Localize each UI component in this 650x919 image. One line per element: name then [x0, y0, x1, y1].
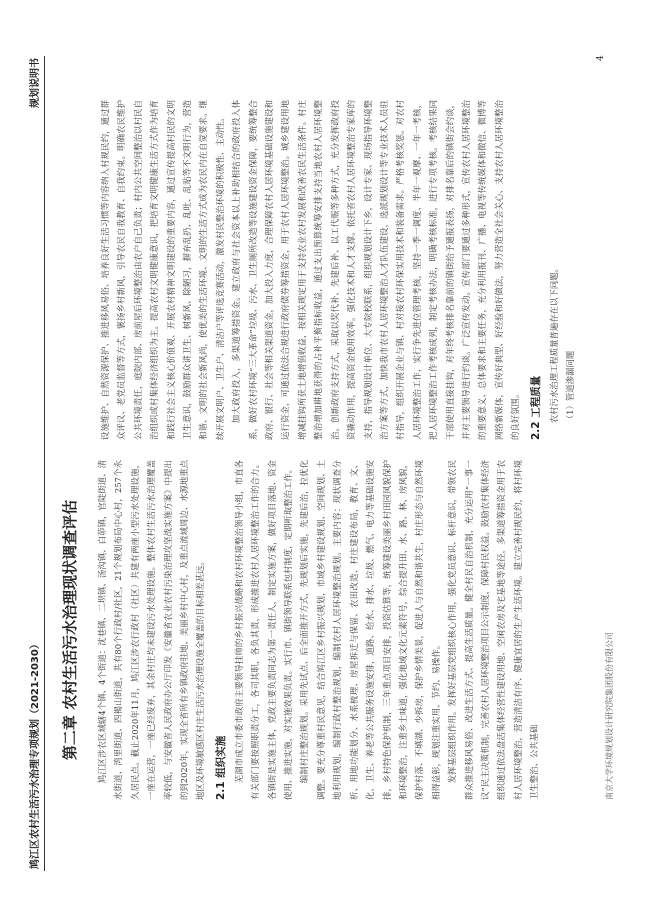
chapter-title: 第二章 农村生活污水治理现状调查评估 — [61, 499, 79, 761]
paragraph: 发挥基层组织作用。发挥好基层党组织核心作用，强化党员意识、标杆意识，带领农民群众推进移风易俗、改进生活方式、提高生活质量。健全村民自治机制，充分运用“一事一议”民主决策机制，完善农村人居环境整治项目公示制度，保障村民权益。鼓励农村集体经济组织通过依法盘活集体经营性建设用地、空闲农房及宅基地等途径，多渠道筹措资金用于农村人居环境整治，营造清洁有序、健康宜居的生产生活环境。建立完善村规民约，将村环境卫生整治、公共基础 — [447, 460, 540, 800]
section-heading: 2.2 工程质量 — [529, 375, 542, 440]
header-doc-type: 规划说明书 — [30, 58, 41, 108]
right-column — [97, 100, 578, 440]
running-header — [24, 56, 45, 871]
paragraph: 鸠江区涉农区域辖4个镇、4个街道：沈巷镇、二坝镇、汤沟镇、白茆镇，官陡街道、清水街道、湾里街道、四褐山街道，共有80个行政村/社区，21个规划布局中心村，257个永久居民点。截止2020年11月，鸠江区涉农行政村（社区）共建有两座小型污水处理设施，一座在运营，一座已经废弃，其余村庄均未建设污水处理设施。整体农村生活污水治理覆盖率较低，与安徽省人民政府办公厅印发《安徽省农业农村污染治理攻坚战实施方案》中提出的到2020年，实现全省所有乡镇政府驻地、美丽乡村中心村，及重点流域周边、水源地重点地区及环境敏感区村庄生活污水治理设施全覆盖的目标相差甚远。 — [97, 460, 206, 800]
footer-organization: 南京大学环境规划设计研究院集团股份有限公司 — [605, 632, 614, 800]
paragraph: 编制村庄整治规划。采用先试点、后全面推开方式，先规划后实施，先建后治，拉优化调整。要充分尊重村民意见，结合鸠江区乡村振兴规划，市域乡村建设规划、空间规划、土地利用规划，编制行政村整治规划，编制农村人居环境整治规划。主要内容：现状调查分析、用地功能划分、水系梳理、房屋拆迁与保留、农田改造、村庄建设布局，教育、文、化、卫生、养老等公共服务设施安排，道路、给水、排水、垃圾、燃气、电力等基础设施安排，乡村特色保护机制，三年重点项目安排，投资估算等，统筹建设美丽乡村田园风貌保护和环境整治，注重乡土味道，强化地域文化元素符号，综合提升田、水、路、林、房风貌，保护村落、不填湖、少拆房，保护乡情美景，促进人与自然和谐共生，村庄形态与自然环境相得益彰，规划注重实用、节约、易操作。 — [299, 460, 441, 800]
paragraph: 农村污水治理工程质量普遍存在以下问题。 — [548, 264, 559, 424]
header-title: 鸠江区农村生活污水治理专项规划（2021-2030） — [30, 639, 41, 869]
left-column — [60, 460, 543, 800]
section-heading: 2.1 组织实施 — [214, 735, 227, 800]
paragraph: 设施维护、自然资源保护、推进移风易俗、培养良好生活习惯等内容纳入村规民约，通过群众评议、老党员监督等方式，褒扬乡村新风，引导农民自我教育、自我约束。明确农民维护公共环境责任，庭院内部、房前屋后环境整治由农户自己负责；村内公共空间整治以村民自治组织或村集体经济组织为主。提高农村文明健康意识，把培育文明健康生活方式作为培育和践行社会主义核心价值观、开展农村精神文明建设的重要内容，通过宣传提高村民的文明卫生意识，鼓励群众讲卫生、树新风、除陋习，摒弃乱扔、乱吐、乱贴等不文明行为，营造和谐、文明的社会新风尚，使优美的生活环境、文明的生活方式成为农民内在自觉要求。继续开展文明户、卫生户、清洁户等评选竞赛活动，激发村民整治环境的积极性、主动性。 — [100, 100, 225, 440]
paragraph: 加大政府投入，多渠道筹措资金。建立政府与社会资本以上补助相结合的政府投入体系，做好农村环境“三大革命”垃圾、污水、卫生厕所改造等设施建设资金保障，要统筹整合政府、银行、社会等相关渠道资金，加大投入力度，合理保障农村人居环境基础设施建设和运行资金，可通过依法合规进行政府债券筹措资金，用于农村人居环境整治。城乡建设用地增减挂钩所获土地增值收益，按相关规定用于支持农业农村发展和改善农民生活条件。村庄整治增加耕地获得的占补平衡指标收益，通过支出预算统筹安排支持当地农村人居环境整治。创新政府支持方式，采取以奖代补、先建后补、以工代赈等多种方式，充分发挥政府投资撬动作用，提高资金使用效率。强化技术和人才支撑。依托省农村人居环境整治专家库的支持，指导规划设计单位、大专院校联系，组织规划设计下乡，设计专家、现场指导环境整治方案等方式，加快我市农村人居环境整治人才队伍建设，选派规划设计等专业技术人员驻村指导，组织开展企业与镇、村对接农村环保实用技术和装备需求。严格考核奖惩。对农村人居环境整治工作，实行争先进位管理考核，坚持一季一调度、半年一观摩、一年一考核，把人居环境整治工作考核成列，制定考核办法，明确考核标准，进行专项考核。考核结果同干部使用直接挂钩，对年终考核排名靠前的镇街给予通报表扬，对排名靠后的镇街会约谈，并对主要领导进行约谈。广泛宣传发动。宣传部门要通过多种形式，宣传农村人居环境整治的重要意义、总体要求和主要任务，充分利用报刊、广播、电视等传统媒体和微信、微博等网络新媒体，宣传好典型、好经验和好做法，努力营造全社会关心、支持农村人居环境整治的良好氛围。 — [231, 100, 521, 440]
paragraph: 芜湖市成立市委市政府主要领导挂帅的乡村振兴战略和农村环境整治领导小组，市直各有关部门要按照职责分工，各司其职，各负其责，形成推进农村人居环境整治工作的合力。各镇街是实施主体，党政主要负责同志为第一责任人，制定实施方案，做好项目落地、资金使用、推进实施，对实施效果负责。实行市、镇街领导联系包村制度，定期听取整治工作。 — [233, 460, 294, 800]
page-number: 4 — [596, 55, 606, 61]
paragraph: （1）管道渗漏问题 — [564, 350, 575, 424]
